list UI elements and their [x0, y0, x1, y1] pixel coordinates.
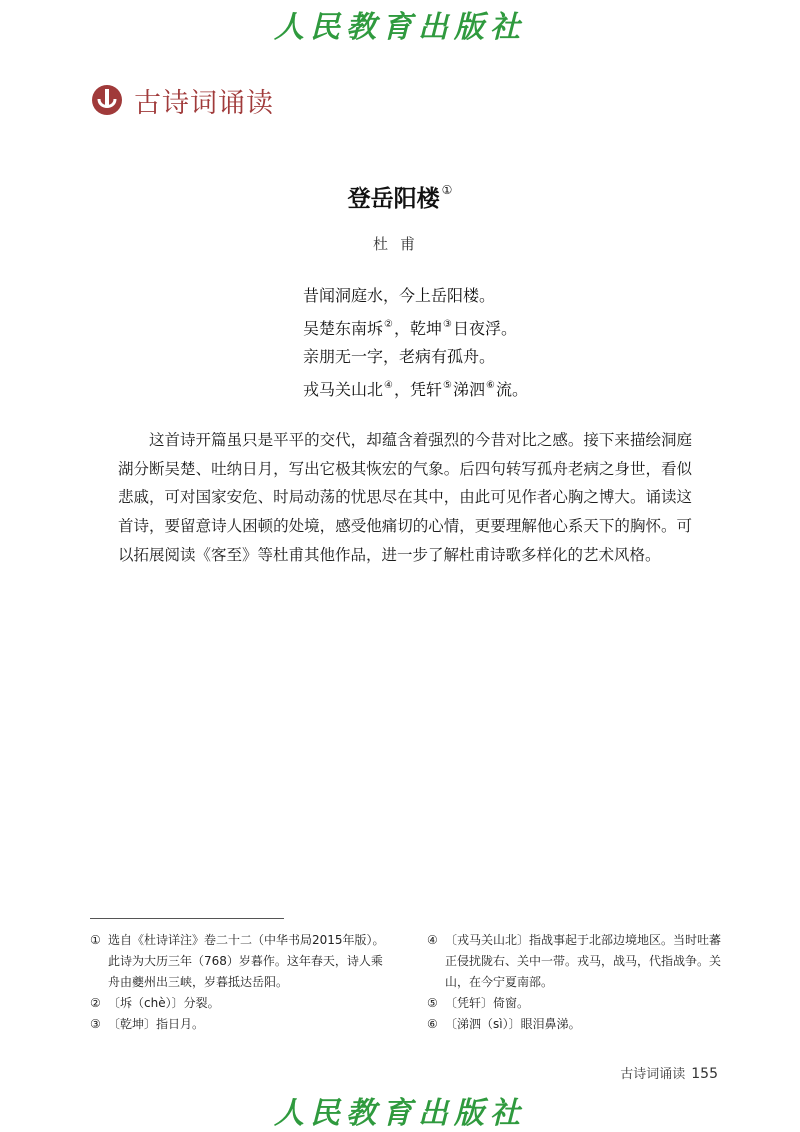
poem-line-text: 涕泗 [452, 379, 485, 399]
commentary-paragraph: 这首诗开篇虽只是平平的交代，却蕴含着强烈的今昔对比之感。接下来描绘洞庭湖分断吴楚、吐纳日月，写出它极其恢宏的气象。后四句转写孤舟老病之身世，看似悲戚，可对国家安危、时局动荡的忧思尽在其中，由此可见作者心胸之博大。诵读这首诗，要留意诗人困顿的处境，感受他痛切的心情，更要理解他心系天下的胸怀。可以拓展阅读《客至》等杜甫其他作品，进一步了解杜甫诗歌多样化的艺术风格。 [118, 431, 692, 564]
footnotes-left-column [90, 930, 390, 1035]
footnote-marker: ② [384, 318, 393, 330]
footnote-marker: ⑤ [443, 379, 452, 391]
footnote-number: ⑥ [427, 1017, 438, 1031]
poem-line-text: 流。 [495, 379, 528, 399]
footnote-text: 〔凭轩〕倚窗。 [445, 996, 530, 1010]
footnote-divider [90, 918, 284, 919]
publisher-logo-bottom: 人民教育出版社 [274, 1096, 526, 1131]
footnote-text: 〔乾坤〕指日月。 [108, 1017, 205, 1031]
page-footer [620, 1063, 718, 1082]
footnote-item [90, 1014, 390, 1035]
section-badge-icon [90, 83, 124, 117]
poem-title-note-marker: ① [441, 183, 453, 197]
footnote-item [427, 930, 727, 993]
poem-line-text: 日夜浮。 [452, 318, 517, 338]
publisher-logo-top: 人民教育出版社 [274, 10, 526, 45]
footnote-number: ③ [90, 1017, 101, 1031]
poem-line [303, 372, 528, 405]
poem-title [0, 180, 800, 213]
poem-line-text: ，凭轩 [393, 379, 442, 399]
footnote-marker: ③ [443, 318, 452, 330]
poem-body [303, 282, 528, 404]
footnotes-right-column [427, 930, 727, 1035]
footnote-item [427, 1014, 727, 1035]
footnote-marker: ⑥ [485, 379, 495, 391]
footnote-text: 〔坼（chè）〕分裂。 [108, 996, 220, 1010]
footer-section-label: 古诗词诵读 [620, 1067, 686, 1082]
poem-line-text: 亲朋无一字，老病有孤舟。 [303, 347, 496, 366]
section-title: 古诗词诵读 [134, 87, 274, 119]
footnote-text: 选自《杜诗详注》卷二十二（中华书局2015年版）。此诗为大历三年（768）岁暮作。这年春天，诗人乘舟由夔州出三峡，岁暮抵达岳阳。 [108, 933, 385, 989]
footnote-marker: ④ [384, 379, 393, 391]
footnote-item [90, 993, 390, 1014]
poem-line-text: 吴楚东南坼 [303, 318, 384, 338]
poem-title-text: 登岳阳楼 [347, 186, 440, 212]
footnote-number: ⑤ [427, 996, 438, 1010]
poem-line-text: 戎马关山北 [303, 379, 384, 399]
footnote-number: ④ [427, 933, 438, 947]
poem-line-text: 昔闻洞庭水，今上岳阳楼。 [303, 286, 496, 305]
footnote-number: ① [90, 933, 101, 947]
poem-line [303, 282, 528, 311]
poem-line [303, 343, 528, 372]
page-number: 155 [691, 1066, 718, 1082]
footnote-text: 〔戎马关山北〕指战事起于北部边境地区。当时吐蕃正侵扰陇右、关中一带。戎马，战马，代指战争。关山，在今宁夏南部。 [445, 933, 722, 989]
footnote-item [427, 993, 727, 1014]
poem-author: 杜甫 [372, 235, 427, 253]
section-header [90, 80, 274, 120]
footnote-text: 〔涕泗（sì）〕眼泪鼻涕。 [445, 1017, 581, 1031]
footnote-number: ② [90, 996, 101, 1010]
footnote-item [90, 930, 390, 993]
poem-line [303, 311, 528, 344]
poem-line-text: ，乾坤 [393, 318, 442, 338]
